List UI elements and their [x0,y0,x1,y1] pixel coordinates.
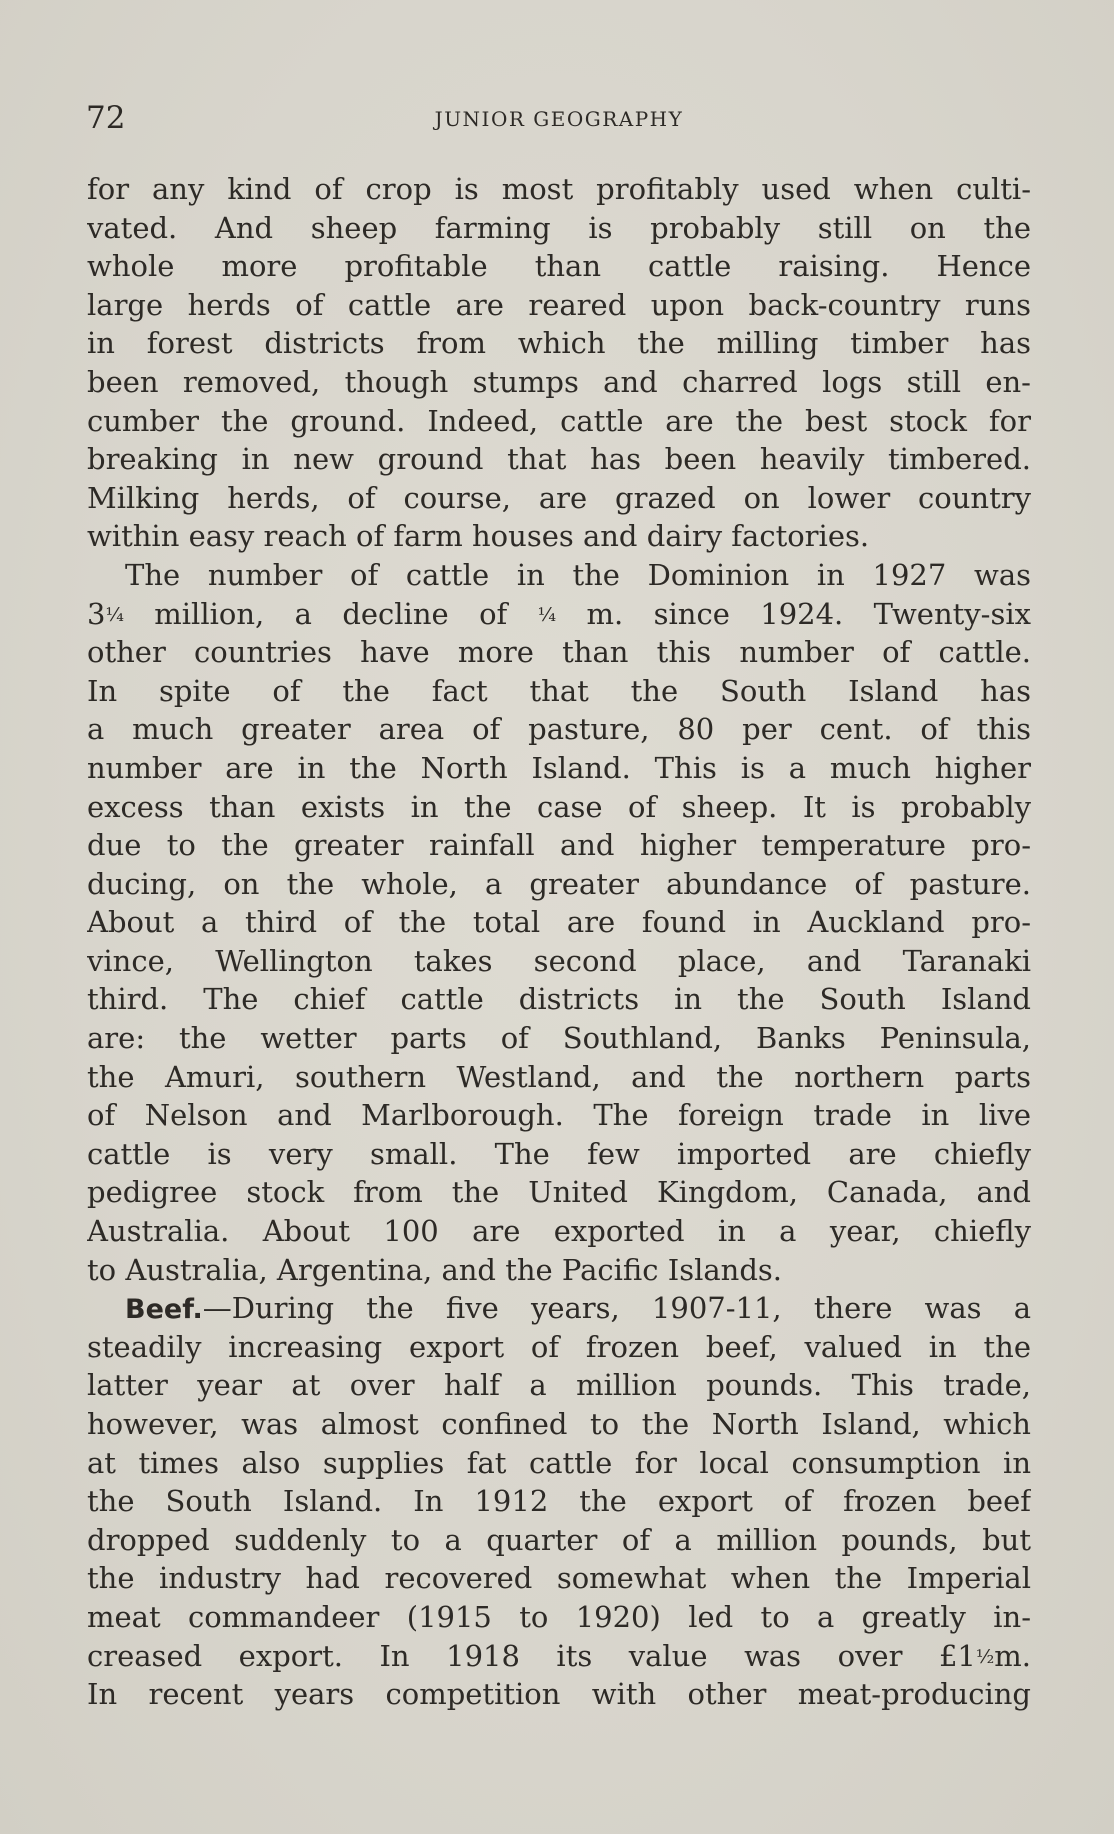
text-segment: m. [994,1638,1031,1673]
text-line: third. The chief cattle districts in the South Island [87,982,1031,1017]
text-line: breaking in new ground that has been heavily timbered. [87,442,1031,477]
text-line [87,1637,1031,1676]
text-line: meat commandeer (1915 to 1920) led to a greatly in- [87,1599,1031,1634]
text-line: whole more profitable than cattle raising. Hence [87,249,1031,284]
text-line: cattle is very small. The few imported are chiefly [87,1136,1031,1171]
text-line: the South Island. In 1912 the export of frozen beef [87,1484,1031,1519]
text-line: cumber the ground. Indeed, cattle are the best stock for [87,403,1031,438]
text-line: other countries have more than this number of cattle. [87,635,1031,670]
text-line: Australia. About 100 are exported in a year, chiefly [87,1214,1031,1249]
text-line: however, was almost confined to the North Island, which [87,1407,1031,1441]
body-text [87,170,1031,1714]
text-segment: 3 [87,596,106,631]
text-line: About a third of the total are found in Auckland pro- [87,905,1031,940]
section-heading: Beef. [125,1294,203,1326]
running-head: JUNIOR GEOGRAPHY [434,107,684,131]
page-header [86,100,1032,140]
text-line: latter year at over half a million pounds. This trade, [87,1368,1031,1403]
text-line: a much greater area of pasture, 80 per cent. of this [87,712,1031,747]
text-line: of Nelson and Marlborough. The foreign trade in live [87,1098,1031,1133]
text-line: In spite of the fact that the South Island has [87,673,1031,708]
fraction: ¼ [105,603,124,626]
text-segment: creased export. In 1918 its value was over £1 [87,1638,976,1673]
text-line: at times also supplies fat cattle for local consumption in [87,1445,1031,1480]
text-line: steadily increasing export of frozen beef, valued in the [87,1329,1031,1364]
text-line: In recent years competition with other meat-producing [87,1677,1031,1712]
fraction: ¼ [537,603,557,626]
text-line: due to the greater rainfall and higher temperature pro- [87,828,1031,863]
text-line: are: the wetter parts of Southland, Banks Peninsula, [87,1021,1031,1056]
text-line: within easy reach of farm houses and dairy factories. [87,519,870,554]
text-line: pedigree stock from the United Kingdom, Canada, and [87,1175,1031,1210]
text-line: large herds of cattle are reared upon back-country runs [87,287,1031,322]
text-line: the Amuri, southern Westland, and the northern parts [87,1059,1031,1094]
text-line: vated. And sheep farming is probably still on the [87,210,1031,245]
page-number: 72 [86,100,126,136]
text-line [87,595,1031,634]
text-line: to Australia, Argentina, and the Pacific Islands. [87,1252,782,1287]
text-segment: —During the five years, 1907-11, there was a [202,1291,1031,1326]
text-line: in forest districts from which the milling timber has [87,326,1031,361]
text-line: the industry had recovered somewhat when the Imperial [87,1561,1031,1596]
text-segment: million, a decline of [123,596,538,631]
text-line: been removed, though stumps and charred logs still en- [87,364,1031,399]
text-segment: m. since 1924. Twenty-six [556,596,1031,631]
text-line: for any kind of crop is most profitably used when culti- [87,172,1031,206]
text-line: Milking herds, of course, are grazed on lower country [87,480,1031,515]
text-line: ducing, on the whole, a greater abundance of pasture. [87,866,1031,901]
text-line: vince, Wellington takes second place, and Taranaki [87,943,1031,978]
paragraph-start-line: The number of cattle in the Dominion in 1927 was [125,557,1031,592]
text-line: dropped suddenly to a quarter of a million pounds, but [87,1522,1031,1557]
text-line: excess than exists in the case of sheep. It is probably [87,789,1031,824]
text-line: number are in the North Island. This is a much higher [87,750,1031,785]
fraction: ½ [975,1645,995,1668]
paragraph-start-line [87,1289,1031,1328]
